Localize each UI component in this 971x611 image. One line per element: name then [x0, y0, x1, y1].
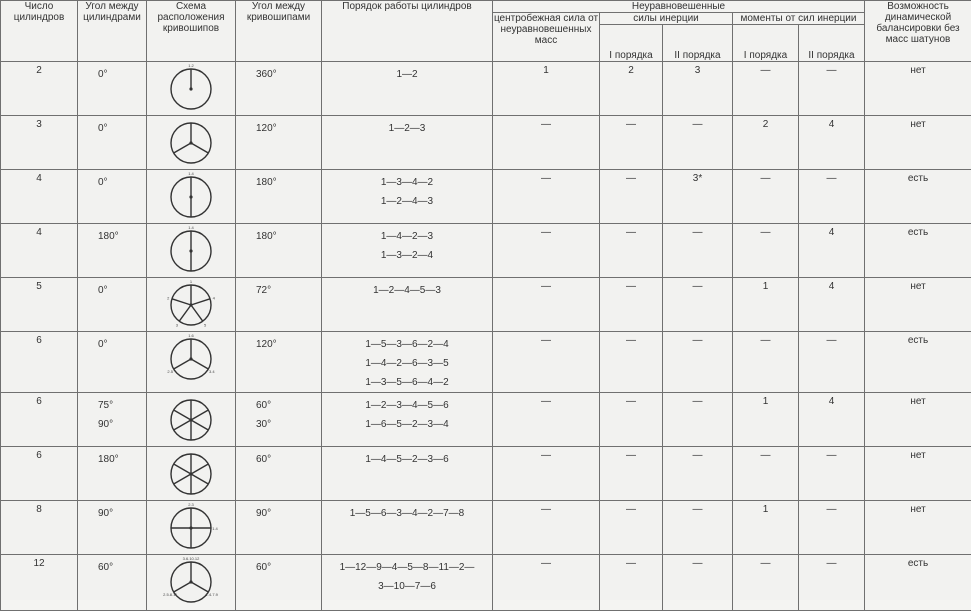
crank-scheme-diagram	[160, 278, 222, 328]
cell-cyl-angle	[78, 62, 147, 116]
firing-order-line: 1—4—2—3	[322, 227, 492, 246]
cell-moment-order2: 4	[799, 278, 865, 332]
cell-force-order2: —	[663, 501, 733, 555]
cell-crank-angle	[236, 332, 322, 393]
crank-scheme-diagram	[160, 555, 222, 605]
cell-moment-order1: —	[733, 62, 799, 116]
cell-crank-scheme	[147, 170, 236, 224]
table-row	[1, 501, 971, 555]
cell-crank-scheme	[147, 555, 236, 611]
crank-label: 3.6.10.12	[183, 556, 200, 561]
table-row	[1, 170, 971, 224]
cell-force-order2: —	[663, 224, 733, 278]
cell-crank-angle	[236, 116, 322, 170]
table-row	[1, 332, 971, 393]
crank-spoke	[174, 474, 191, 484]
cell-balance: нет	[865, 447, 971, 501]
cyl-angle-value: 180°	[98, 227, 146, 246]
cell-cyl-angle	[78, 116, 147, 170]
crank-angle-value: 120°	[256, 119, 321, 138]
cell-force-order1: —	[600, 332, 663, 393]
cell-cyl-count: 8	[1, 501, 78, 555]
crank-label: 1.6	[188, 333, 194, 338]
cell-balance: нет	[865, 278, 971, 332]
crank-center	[189, 472, 192, 475]
cell-centrifugal: —	[493, 224, 600, 278]
cyl-angle-value: 60°	[98, 558, 146, 577]
cell-crank-angle	[236, 501, 322, 555]
crank-angle-value: 360°	[256, 65, 321, 84]
table-row	[1, 278, 971, 332]
cyl-angle-value: 0°	[98, 335, 146, 354]
crank-scheme-diagram	[160, 501, 222, 551]
crank-label: 2.5.8.11	[163, 592, 178, 597]
cell-cyl-count: 4	[1, 170, 78, 224]
firing-order-line: 1—5—6—3—4—2—7—8	[322, 504, 492, 523]
cell-crank-angle	[236, 278, 322, 332]
cell-cyl-angle	[78, 224, 147, 278]
cell-centrifugal: —	[493, 555, 600, 611]
cyl-angle-value: 0°	[98, 173, 146, 192]
crank-spoke	[174, 410, 191, 420]
cell-crank-angle	[236, 170, 322, 224]
cell-force-order1: —	[600, 278, 663, 332]
cell-firing-order	[322, 447, 493, 501]
crank-center	[189, 303, 192, 306]
cell-cyl-count: 3	[1, 116, 78, 170]
firing-order-line: 1—3—2—4	[322, 246, 492, 265]
crank-center	[189, 249, 192, 252]
cell-firing-order	[322, 62, 493, 116]
crank-center	[189, 580, 192, 583]
crank-scheme-diagram	[160, 224, 222, 274]
firing-order-line: 1—5—3—6—2—4	[322, 335, 492, 354]
cell-moment-order1: —	[733, 447, 799, 501]
cell-cyl-count: 4	[1, 224, 78, 278]
cell-moment-order2: 4	[799, 224, 865, 278]
firing-order-line: 1—2—4—5—3	[322, 281, 492, 300]
cell-crank-angle	[236, 555, 322, 611]
cell-crank-angle	[236, 393, 322, 447]
crank-label: 5	[204, 322, 207, 327]
crank-angle-value: 60°	[256, 558, 321, 577]
crank-center	[189, 418, 192, 421]
crank-label: 3.4	[209, 369, 215, 374]
header-unbalanced: Неуравновешенные	[493, 1, 865, 13]
cell-cyl-angle	[78, 332, 147, 393]
crank-angle-value: 60°	[256, 396, 321, 415]
cell-moment-order2: —	[799, 170, 865, 224]
firing-order-line: 1—12—9—4—5—8—11—2—	[322, 558, 492, 577]
crank-angle-value: 90°	[256, 504, 321, 523]
cell-centrifugal: —	[493, 447, 600, 501]
cell-balance: есть	[865, 332, 971, 393]
cell-cyl-count: 6	[1, 393, 78, 447]
cell-crank-scheme	[147, 393, 236, 447]
cell-centrifugal: —	[493, 170, 600, 224]
cell-force-order1: —	[600, 170, 663, 224]
cell-moment-order1: 1	[733, 278, 799, 332]
cell-balance: нет	[865, 62, 971, 116]
cell-firing-order	[322, 393, 493, 447]
crank-scheme-diagram	[160, 393, 222, 443]
crank-angle-value: 72°	[256, 281, 321, 300]
cell-cyl-count: 6	[1, 332, 78, 393]
cell-crank-scheme	[147, 62, 236, 116]
cell-cyl-angle	[78, 447, 147, 501]
crank-spoke	[174, 143, 191, 153]
crank-center	[189, 141, 192, 144]
cell-crank-scheme	[147, 332, 236, 393]
firing-order-line: 1—4—5—2—3—6	[322, 450, 492, 469]
cell-balance: нет	[865, 116, 971, 170]
cell-cyl-count: 12	[1, 555, 78, 611]
cyl-angle-value: 90°	[98, 504, 146, 523]
cell-moment-order1: —	[733, 224, 799, 278]
cell-cyl-count: 2	[1, 62, 78, 116]
crank-scheme-diagram	[160, 447, 222, 497]
cell-force-order2: 3*	[663, 170, 733, 224]
cell-moment-order2: —	[799, 62, 865, 116]
header-cyl-angle: Угол между цилиндрами	[78, 1, 147, 62]
header-inertia-moments: моменты от сил инерции	[733, 13, 865, 25]
crank-spoke	[191, 305, 203, 321]
cell-force-order1: —	[600, 116, 663, 170]
cell-cyl-angle	[78, 278, 147, 332]
cyl-angle-value: 0°	[98, 281, 146, 300]
cell-crank-scheme	[147, 447, 236, 501]
header-balance: Возможность динамической балансировки без масс шатунов	[865, 1, 971, 62]
cell-crank-angle	[236, 447, 322, 501]
cell-balance: нет	[865, 501, 971, 555]
cell-force-order2: —	[663, 393, 733, 447]
cyl-angle-value: 90°	[98, 415, 146, 434]
crank-spoke	[174, 420, 191, 430]
cyl-angle-value: 75°	[98, 396, 146, 415]
cell-centrifugal: 1	[493, 62, 600, 116]
crank-label: 1.2	[188, 63, 194, 68]
crank-spoke	[191, 359, 208, 369]
cell-centrifugal: —	[493, 393, 600, 447]
cell-force-order1: —	[600, 224, 663, 278]
cell-moment-order2: 4	[799, 116, 865, 170]
crank-spoke	[191, 474, 208, 484]
crank-label: 1	[190, 279, 193, 284]
crank-center	[189, 357, 192, 360]
crank-label: 4	[213, 296, 216, 301]
crank-spoke	[191, 464, 208, 474]
cell-balance: есть	[865, 224, 971, 278]
crank-angle-value: 60°	[256, 450, 321, 469]
crank-center	[189, 195, 192, 198]
cell-moment-order1: —	[733, 555, 799, 611]
crank-spoke	[174, 464, 191, 474]
firing-order-line: 3—10—7—6	[322, 577, 492, 596]
cell-force-order1: —	[600, 555, 663, 611]
cell-firing-order	[322, 278, 493, 332]
cyl-angle-value: 0°	[98, 119, 146, 138]
header-firing-order: Порядок работы цилиндров	[322, 1, 493, 62]
cell-force-order1: 2	[600, 62, 663, 116]
firing-order-line: 1—2—4—3	[322, 192, 492, 211]
cell-cyl-count: 5	[1, 278, 78, 332]
cell-balance: есть	[865, 170, 971, 224]
cell-moment-order1: 1	[733, 501, 799, 555]
cyl-angle-value: 180°	[98, 450, 146, 469]
crank-scheme-diagram	[160, 170, 222, 220]
crank-angle-value: 180°	[256, 173, 321, 192]
crank-spoke	[179, 305, 191, 321]
firing-order-line: 1—2	[322, 65, 492, 84]
cell-centrifugal: —	[493, 332, 600, 393]
table-row	[1, 224, 971, 278]
crank-spoke	[191, 420, 208, 430]
table-row	[1, 62, 971, 116]
cell-moment-order1: 1	[733, 393, 799, 447]
cell-moment-order1: —	[733, 332, 799, 393]
cell-crank-angle	[236, 224, 322, 278]
crank-angle-value: 180°	[256, 227, 321, 246]
firing-order-line: 1—3—5—6—4—2	[322, 373, 492, 392]
cell-centrifugal: —	[493, 501, 600, 555]
cell-firing-order	[322, 501, 493, 555]
header-cyl-count: Число цилиндров	[1, 1, 78, 62]
cell-force-order2: —	[663, 447, 733, 501]
crank-center	[189, 526, 192, 529]
header-moment-order2: II порядка	[799, 25, 865, 62]
cell-force-order1: —	[600, 393, 663, 447]
cell-crank-scheme	[147, 501, 236, 555]
cell-force-order2: 3	[663, 62, 733, 116]
header-crank-angle: Угол между кривошипами	[236, 1, 322, 62]
cell-moment-order2: —	[799, 555, 865, 611]
crank-angle-value: 30°	[256, 415, 321, 434]
crank-center	[189, 87, 192, 90]
cell-cyl-angle	[78, 555, 147, 611]
cell-firing-order	[322, 170, 493, 224]
cell-firing-order	[322, 555, 493, 611]
crank-spoke	[191, 410, 208, 420]
cell-force-order2: —	[663, 116, 733, 170]
crank-spoke	[191, 299, 210, 305]
cell-cyl-angle	[78, 170, 147, 224]
cell-force-order2: —	[663, 332, 733, 393]
firing-order-line: 1—6—5—2—3—4	[322, 415, 492, 434]
cell-centrifugal: —	[493, 278, 600, 332]
table-row	[1, 447, 971, 501]
cell-moment-order2: —	[799, 501, 865, 555]
header-inertia-forces: силы инерции	[600, 13, 733, 25]
cell-force-order2: —	[663, 278, 733, 332]
crank-spoke	[172, 299, 191, 305]
crank-spoke	[191, 582, 208, 592]
cell-force-order1: —	[600, 501, 663, 555]
crank-scheme-diagram	[160, 116, 222, 166]
crank-label: 1.4.7.9	[206, 592, 219, 597]
crank-label: 3	[176, 322, 179, 327]
cell-crank-scheme	[147, 278, 236, 332]
crank-label: 2	[167, 296, 170, 301]
cell-firing-order	[322, 224, 493, 278]
cell-moment-order2: 4	[799, 393, 865, 447]
table-row	[1, 555, 971, 611]
cell-firing-order	[322, 332, 493, 393]
crank-label: 1.4	[188, 171, 194, 176]
crank-spoke	[174, 359, 191, 369]
crank-label: 1.4	[212, 526, 218, 531]
firing-order-line: 1—2—3	[322, 119, 492, 138]
header-force-order1: I порядка	[600, 25, 663, 62]
crank-scheme-diagram	[160, 62, 222, 112]
crank-label: 2.5	[167, 369, 173, 374]
cell-firing-order	[322, 116, 493, 170]
table-row	[1, 116, 971, 170]
cell-cyl-angle	[78, 393, 147, 447]
firing-order-line: 1—4—2—6—3—5	[322, 354, 492, 373]
cell-moment-order1: —	[733, 170, 799, 224]
cell-cyl-count: 6	[1, 447, 78, 501]
cell-crank-angle	[236, 62, 322, 116]
header-moment-order1: I порядка	[733, 25, 799, 62]
header-force-order2: II порядка	[663, 25, 733, 62]
cell-moment-order2: —	[799, 332, 865, 393]
header-centrifugal: центробежная сила от неуравновешенных масс	[493, 13, 600, 62]
firing-order-line: 1—2—3—4—5—6	[322, 396, 492, 415]
table-body	[1, 62, 971, 611]
cyl-angle-value: 0°	[98, 65, 146, 84]
table-row	[1, 393, 971, 447]
crank-label: 2.3	[188, 502, 194, 507]
firing-order-line: 1—3—4—2	[322, 173, 492, 192]
cell-cyl-angle	[78, 501, 147, 555]
cell-moment-order2: —	[799, 447, 865, 501]
cell-balance: нет	[865, 393, 971, 447]
cell-force-order1: —	[600, 447, 663, 501]
crank-spoke	[191, 143, 208, 153]
cell-force-order2: —	[663, 555, 733, 611]
header-crank-scheme: Схема расположения кривошипов	[147, 1, 236, 62]
cell-moment-order1: 2	[733, 116, 799, 170]
crank-scheme-diagram	[160, 332, 222, 382]
crank-label: 1.4	[188, 225, 194, 230]
cell-crank-scheme	[147, 224, 236, 278]
cell-crank-scheme	[147, 116, 236, 170]
crank-angle-value: 120°	[256, 335, 321, 354]
cell-balance: есть	[865, 555, 971, 611]
cell-centrifugal: —	[493, 116, 600, 170]
crank-spoke	[174, 582, 191, 592]
